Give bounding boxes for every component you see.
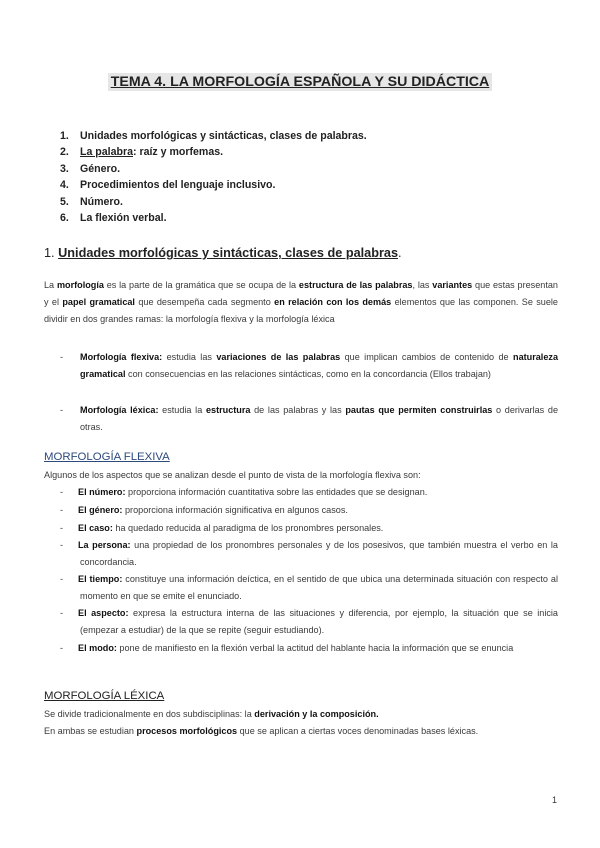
toc-item: 3. Género. <box>60 163 121 175</box>
lexica-definition: Morfología léxica: estudia la estructura de las palabras y las pautas que permiten construirlas o derivarlas de otras. <box>80 405 559 432</box>
list-item: - El tiempo: constituye una información deíctica, en el sentido de que ubica una determinada situación con respecto al momento en que se emite el enunciado. <box>60 574 558 601</box>
section-1-heading: 1. Unidades morfológicas y sintácticas, clases de palabras. <box>44 246 402 260</box>
toc-item: 5. Número. <box>60 196 123 208</box>
list-item: - El modo: pone de manifiesto en la flexión verbal la actitud del hablante hacia la información que se enuncia <box>60 643 514 653</box>
toc-item: 6. La flexión verbal. <box>60 212 167 224</box>
list-item: - El caso: ha quedado reducida al paradigma de los pronombres personales. <box>60 523 384 533</box>
page-title: TEMA 4. LA MORFOLOGÍA ESPAÑOLA Y SU DIDÁCTICA <box>0 74 600 90</box>
flexiva-heading: MORFOLOGÍA FLEXIVA <box>44 451 170 463</box>
toc-item: 4. Procedimientos del lenguaje inclusivo. <box>60 179 276 191</box>
list-item: - La persona: una propiedad de los pronombres personales y de los posesivos, que también muestra el verbo en la concordancia. <box>60 540 558 567</box>
bullet-dash: - <box>60 352 64 362</box>
lexica-line-2: En ambas se estudian procesos morfológicos que se aplican a ciertas voces denominadas bases léxicas. <box>44 726 479 736</box>
lexica-line-1: Se divide tradicionalmente en dos subdisciplinas: la derivación y la composición. <box>44 709 379 719</box>
bullet-dash: - <box>60 405 64 415</box>
flexiva-definition: Morfología flexiva: estudia las variaciones de las palabras que implican cambios de contenido de naturaleza gramatical con consecuencias en las relaciones sintácticas, como en la concordancia (Ellos trabajan) <box>80 352 558 379</box>
flexiva-intro: Algunos de los aspectos que se analizan desde el punto de vista de la morfología flexiva son: <box>44 470 421 480</box>
intro-paragraph: La morfología es la parte de la gramática que se ocupa de la estructura de las palabras, las variantes que estas presentan y el papel gramatical que desempeña cada segmento en relación con los demás elementos que las componen. Se suele dividir en dos grandes ramas: la morfología flexiva y la morfología léxica <box>44 280 558 324</box>
page-number: 1 <box>552 795 558 805</box>
toc-item: 2. La palabra: raíz y morfemas. <box>60 146 224 158</box>
toc-link-la-palabra[interactable]: La palabra <box>80 146 133 158</box>
list-item: - El aspecto: expresa la estructura interna de las situaciones y diferencia, por ejemplo, la situación que se inicia (empezar a estudiar) de la que se repite (seguir estudiando). <box>60 608 558 635</box>
list-item: - El género: proporciona información significativa en algunos casos. <box>60 505 348 515</box>
list-item: - El número: proporciona información cuantitativa sobre las entidades que se designan. <box>60 487 428 497</box>
toc-item: 1. Unidades morfológicas y sintácticas, clases de palabras. <box>60 130 367 142</box>
lexica-heading: MORFOLOGÍA LÉXICA <box>44 690 165 702</box>
